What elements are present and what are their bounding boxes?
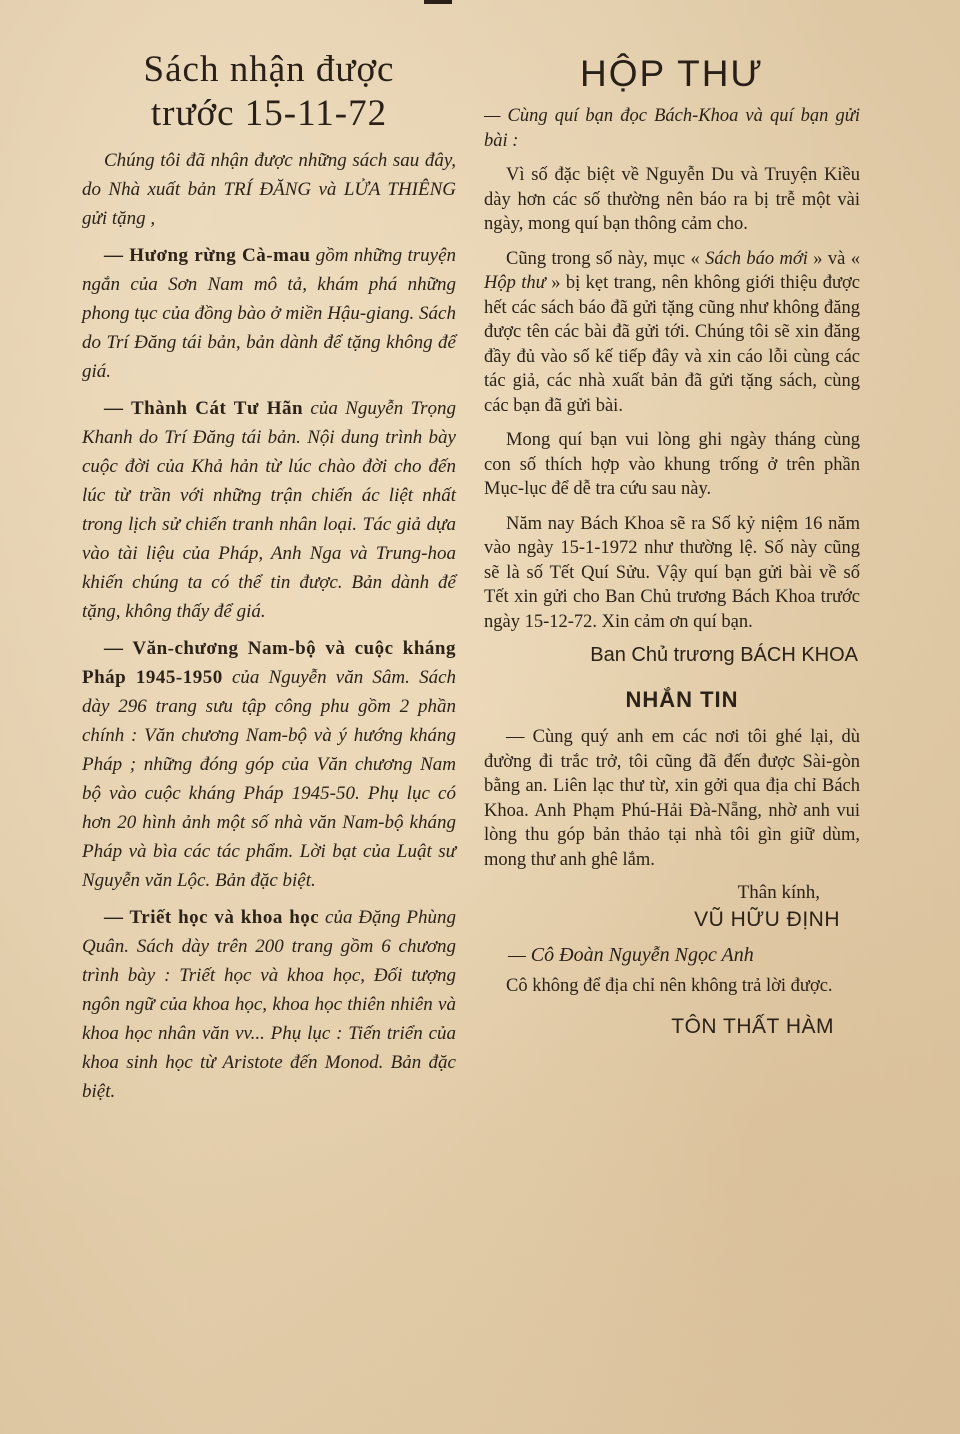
text-part: » và «	[807, 248, 861, 269]
author-name: VŨ HỮU ĐỊNH	[694, 908, 840, 931]
print-mark	[424, 0, 452, 4]
greeting-text: — Cùng quí bạn đọc Bách-Khoa và quí bạn gửi bài :	[484, 106, 860, 151]
book-title: — Triết học và khoa học	[104, 907, 320, 928]
mailbox-paragraph-3: Mong quí bạn vui lòng ghi ngày tháng cùng con số thích hợp vào khung trống ở trên phần Mục-lục để dễ tra cứu sau này.	[484, 430, 860, 499]
author-name: TÔN THẤT HÀM	[671, 1014, 834, 1038]
book-title: — Thành Cát Tư Hãn	[104, 398, 304, 419]
received-books-column	[82, 40, 456, 1114]
mailbox-paragraph-1: Vì số đặc biệt về Nguyễn Du và Truyện Kiều dày hơn các số thường nên báo ra bị trễ một vài ngày, mong quí bạn thông cảm cho.	[484, 165, 860, 234]
book-description: gồm những truyện ngắn của Sơn Nam mô tả, khám phá những phong tục của đồng bào ở miền Hậu-giang. Sách do Trí Đăng tái bản, bản dành để tặng không để giá.	[82, 245, 456, 382]
addressee-line: — Cô Đoàn Nguyễn Ngọc Anh	[508, 944, 754, 966]
intro-paragraph: Chúng tôi đã nhận được những sách sau đây, do Nhà xuất bản TRÍ ĐĂNG và LỬA THIÊNG gửi tặng ,	[82, 150, 456, 229]
received-books-title	[82, 48, 456, 136]
reply-message: Cô không để địa chỉ nên không trả lời được.	[506, 976, 833, 996]
book-description: của Nguyễn văn Sâm. Sách dày 296 trang sưu tập công phu gồm 2 phần chính : Văn chương Nam-bộ và ý hướng kháng Pháp ; những đóng góp của Văn chương Nam bộ vào cuộc kháng Pháp 1945-50. Phụ lục có hơn 20 hình ảnh một số nhà văn Nam-bộ kháng Pháp và bìa các tác phẩm. Lời bạt của Luật sư Nguyễn văn Lộc. Bản đặc biệt.	[82, 667, 456, 891]
closing-salutation: Thân kính,	[737, 882, 820, 903]
mailbox-column	[484, 40, 860, 1049]
title-line-2: trước 15-11-72	[150, 93, 388, 134]
text-part: » bị kẹt trang, nên không giới thiệu được hết các sách báo đã gửi tặng cũng như không đăng được tên các bài đã gửi tới. Chúng tôi sẽ xin đăng đầy đủ vào số kế tiếp đây và xin cáo lỗi cùng các tác giả, các nhà xuất bản đã gửi tặng sách, cùng các bạn đã gửi bài.	[484, 273, 860, 416]
book-entry	[82, 241, 456, 386]
notice-message: — Cùng quý anh em các nơi tôi ghé lại, dù đường đi trắc trở, tôi cũng đã đến được Sài-gòn bằng an. Liên lạc thư từ, xin gởi qua địa chỉ Bách Khoa. Anh Phạm Phú-Hải Đà-Nẵng, nhờ anh vui lòng thu góp bản thảo tại nhà tôi gìn giữ dùm, mong thư anh ghê lắm.	[484, 727, 860, 870]
mailbox-title: HỘP THƯ	[579, 53, 765, 94]
notice-heading: NHẮN TIN	[625, 687, 739, 712]
text-part: Cũng trong số này, mục «	[506, 248, 706, 269]
editorial-signature: Ban Chủ trương BÁCH KHOA	[590, 644, 858, 666]
book-title: — Văn-chương Nam-bộ và cuộc kháng Pháp 1945-1950	[82, 638, 456, 688]
book-title: — Hương rừng Cà-mau	[104, 245, 311, 266]
title-line-1: Sách nhận được	[143, 49, 395, 90]
book-entry	[82, 394, 456, 626]
book-description: của Nguyễn Trọng Khanh do Trí Đăng tái bản. Nội dung trình bày cuộc đời của Khả hản từ lúc chào đời cho đến lúc từ trần với những trận chiến ác liệt nhất trong lịch sử chiến tranh nhân loại. Tác giả dựa vào tài liệu của Pháp, Anh Nga và Trung-hoa khiến chúng ta có thể tin được. Bản dành để tặng, không thấy để giá.	[82, 398, 456, 622]
section-name: Hộp thư	[484, 273, 546, 293]
book-description: của Đặng Phùng Quân. Sách dày trên 200 trang gồm 6 chương trình bày : Triết học và khoa học, Đối tượng ngôn ngữ của khoa học, khoa học thiên nhiên và khoa học nhân văn vv... Phụ lục : Tiến triển của khoa sinh học từ Aristote đến Monod. Bản đặc biệt.	[82, 907, 456, 1102]
mailbox-paragraph-2	[484, 247, 860, 419]
mailbox-paragraph-4: Năm nay Bách Khoa sẽ ra Số kỷ niệm 16 năm vào ngày 15-1-1972 như thường lệ. Số này cũng sẽ là số Tết Quí Sửu. Vậy quí bạn gửi bài về số Tết xin gửi cho Ban Chủ trương Bách Khoa trước ngày 15-12-72. Xin cảm ơn quí bạn.	[484, 513, 860, 632]
mailbox-greeting	[484, 104, 860, 153]
section-name: Sách báo mới	[705, 248, 808, 269]
book-entry	[82, 634, 456, 895]
book-entry	[82, 903, 456, 1106]
